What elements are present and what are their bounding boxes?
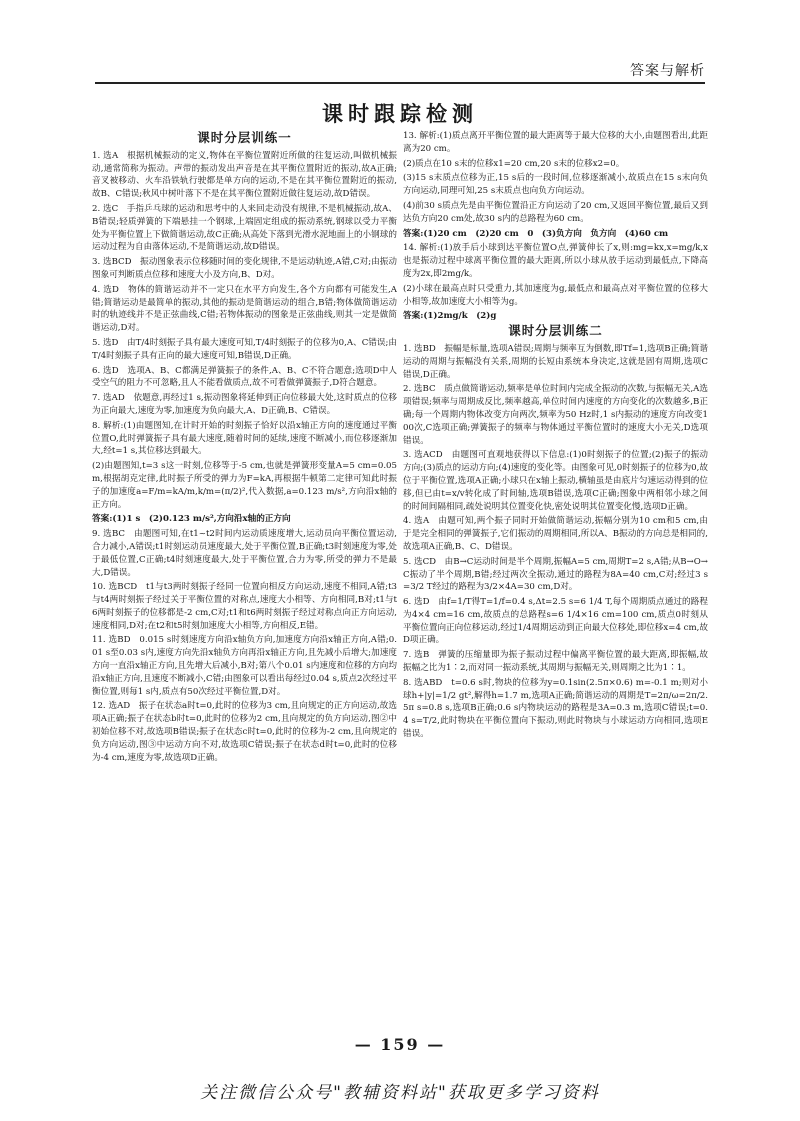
page-number: — 159 — xyxy=(354,1035,446,1054)
footer-note: 关注微信公众号"教辅资料站"获取更多学习资料 xyxy=(200,1083,600,1103)
section-title-1: 课时分层训练一 xyxy=(197,130,292,145)
answer-item: 7. 选B 弹簧的压缩量即为振子振动过程中偏离平衡位置的最大距离,即振幅,故振幅之比为1∶2,而对同一振动系统,其周期与振幅无关,则周期之比为1∶1。 xyxy=(403,650,708,674)
answer-item: 9. 选BC 由题图可知,在t1~t2时间内运动质速度增大,运动员向平衡位置运动,合力减小,A错误;t1时刻运动员速度最大,处于平衡位置,B正确;t3时刻速度为零,处于最低位置,C正确;t4时刻速度最大,处于平衡位置,合力为零,所受的弹力不是最大,D错误。 xyxy=(92,529,397,578)
answer-item: (4)前30 s质点先是由平衡位置沿正方向运动了20 cm,又返回平衡位置,最后又到达负方向20 cm处,故30 s内的总路程为60 cm。 xyxy=(403,200,708,224)
answer-item: (2)质点在10 s末的位移x1=20 cm,20 s末的位移x2=0。 xyxy=(403,158,625,169)
answer-item: 4. 选A 由题可知,两个振子同时开始做简谐运动,振幅分别为10 cm和5 cm,由于是完全相同的弹簧振子,它们振动的周期相同,所以A、B振动的方向总是相同的,故选项A正确,B、C、D错误。 xyxy=(403,516,708,552)
answer-item: 12. 选AD 振子在状态a时t=0,此时的位移为3 cm,且向规定的正方向运动,故选项A正确;振子在状态b时t=0,此时的位移为2 cm,且向规定的负方向运动,图②中初始位移不对,故选项B错误;振子在状态c时t=0,此时的位移为-2 cm,且向规定的负方向运动,图③中运动方向不对,故选项C错误;振子在状态d时t=0,此时的位移为-4 cm,速度为零,故选项D正确。 xyxy=(92,701,397,763)
answer-item: 11. 选BD 0.015 s时刻速度方向沿x轴负方向,加速度方向沿x轴正方向,A错;0.01 s至0.03 s内,速度方向先沿x轴负方向再沿x轴正方向,且先减小后增大;加速度方向一直沿x轴正方向,且先增大后减小,B对;第八个0.01 s内速度和位移的方向均沿x轴正方向,且速度不断减小,C错;由图象可以看出每经过0.04 s,质点2次经过平衡位置,则每1 s内,质点有50次经过平衡位置,D对。 xyxy=(92,635,397,697)
answer-item: 5. 选CD 由B→C运动时间是半个周期,振幅A=5 cm,周期T=2 s,A错;从B→O→C振动了半个周期,B错;经过两次全振动,通过的路程为8A=40 cm,C对;经过3 s=3/2 T经过的路程为3/2×4A=30 cm,D对。 xyxy=(403,556,708,593)
section-title-2: 课时分层训练二 xyxy=(508,323,603,339)
answer-item: 1. 选BD 振幅是标量,选项A错误;周期与频率互为倒数,即Tf=1,选项B正确;简谐运动的周期与振幅没有关系,周期的长短由系统本身决定,这就是固有周期,选项C错误,D正确。 xyxy=(403,343,708,380)
answer-item: 8. 解析:(1)由题图知,在计时开始的时刻振子恰好以沿x轴正方向的速度通过平衡位置O,此时弹簧振子具有最大速度,随着时间的延续,速度不断减小,而位移逐渐加大,经t=1 s,其位移达到最大。 xyxy=(92,420,397,457)
answer-item: 7. 选AD 依题意,再经过1 s,振动图象将延伸到正向位移最大处,这时质点的位移为正向最大,速度为零,加速度为负向最大,A、D正确,B、C错误。 xyxy=(92,393,397,416)
left-column xyxy=(92,130,397,1035)
answer-item: 1. 选A 根据机械振动的定义,物体在平衡位置附近所做的往复运动,叫做机械振动,通常简称为振动。声带的振动发出声音是在其平衡位置附近的振动,故A正确;音叉被移动、火车沿铁轨行驶都是单方向的运动,不是在其平衡位置附近的振动,故B、C错误;秋风中树叶落下不是在其平衡位置附近做往复运动,故D错误。 xyxy=(92,150,397,200)
answer-item: 6. 选D 选项A、B、C都满足弹簧振子的条件,A、B、C不符合题意;选项D中人受空气的阻力不可忽略,且人不能看做质点,故不可看做弹簧振子,D符合题意。 xyxy=(92,365,397,389)
answer-item: 2. 选C 手指乒乓球的运动和思考中的人来回走动没有规律,不是机械振动,故A、B错误;轻质弹簧的下端悬挂一个钢球,上端固定组成的振动系统,钢球以受力平衡处为平衡位置上下做简谐运动,故C正确;从高处下落到光滑水泥地面上的小钢球的运动过程为自由落体运动,不是简谐运动,故D错误。 xyxy=(92,203,397,253)
right-column xyxy=(403,130,708,1035)
header-title: 答案与解析 xyxy=(630,63,705,79)
answer-item: (2)由题图知,t=3 s这一时刻,位移等于-5 cm,也就是弹簧形变量A=5 cm=0.05 m,根据胡克定律,此时振子所受的弹力为F=kA,再根据牛顿第二定律可知此时振子的加速度a=F/m=kA/m,k/m=(π/2)²,代入数据,a=0.123 m/s²,方向沿x轴的正方向。 xyxy=(92,461,397,510)
page-header xyxy=(95,58,705,84)
answer-item: (2)小球在最高点时只受重力,其加速度为g,最低点和最高点对平衡位置的位移大小相等,故加速度大小相等为g。 xyxy=(403,283,708,307)
answer-item: 4. 选D 物体的简谐运动并不一定只在水平方向发生,各个方向都有可能发生,A错;简谐运动是最简单的振动,其他的振动是简谐运动的组合,B错;物体做简谐运动时的轨迹线并不是正弦曲线,C错;若物体振动的图象是正弦曲线,则其一定是做简谐运动,D对。 xyxy=(92,284,397,334)
answer-summary: 答案:(1)2mg/k (2)g xyxy=(403,311,497,322)
answer-item: 5. 选D 由T/4时刻振子具有最大速度可知,T/4时刻振子的位移为0,A、C错误;由T/4时刻振子具有正向的最大速度可知,B错误,D正确。 xyxy=(92,337,397,361)
answer-item: 10. 选BCD t1与t3两时刻振子经同一位置向相反方向运动,速度不相同,A错;t3与t4两时刻振子经过关于平衡位置的对称点,速度大小相等、方向相同,B对;t1与t6两时刻振子的位移都是-2 cm,C对;t1和t6两时刻振子经过对称点向正方向运动,速度相同,D对;在t2和t5时刻加速度大小相等,方向相反,E错。 xyxy=(92,582,397,631)
answer-item: 3. 选ACD 由题图可直观地获得以下信息:(1)0时刻振子的位置;(2)振子的振动方向;(3)质点的运动方向;(4)速度的变化等。由图象可见,0时刻振子的位移为0,故位于平衡位置,选项A正确;小球只在x轴上振动,横轴虽是由底片匀速运动得到的位移,但已由t=x/v转化成了时间轴,选项B错误,选项C正确;图象中两相邻小球之间的时间间隔相同,疏处说明其位置变化快,密处说明其位置变化慢,选项D正确。 xyxy=(403,450,708,512)
answer-item: 2. 选BC 质点做简谐运动,频率是单位时间内完成全振动的次数,与振幅无关,A选项错误;频率与周期成反比,频率越高,单位时间内速度的方向变化的次数越多,B正确;每一个周期内物体改变方向两次,频率为50 Hz时,1 s内振动的速度方向改变100次,C选项正确;弹簧振子的频率与物体通过平衡位置时的速度大小无关,D选项错误。 xyxy=(403,384,708,446)
page-title: 课时跟踪检测 xyxy=(322,102,478,126)
answer-item: (3)15 s末质点位移为正,15 s后的一段时间,位移逐渐减小,故质点在15 s末向负方向运动,同理可知,25 s末质点也向负方向运动。 xyxy=(403,173,708,197)
answer-summary: 答案:(1)20 cm (2)20 cm 0 (3)负方向 负方向 (4)60 cm xyxy=(403,228,669,239)
answer-item: 14. 解析:(1)放手后小球到达平衡位置O点,弹簧伸长了x,则:mg=kx,x=mg/k,x也是振动过程中球离平衡位置的最大距离,所以小球从放手运动到最低点,下降高度为2x,即2mg/k。 xyxy=(403,243,708,279)
answer-item: 6. 选D 由f=1/T得T=1/f=0.4 s,Δt=2.5 s=6 1/4 T,每个周期质点通过的路程为4×4 cm=16 cm,故质点的总路程s=6 1/4×16 cm=100 cm,质点0时刻从平衡位置向正向位移运动,经过1/4周期运动到正向最大位移处,即位移x=4 cm,故D项正确。 xyxy=(403,597,708,646)
answer-summary: 答案:(1)1 s (2)0.123 m/s²,方向沿x轴的正方向 xyxy=(92,514,291,525)
answer-item: 13. 解析:(1)质点离开平衡位置的最大距离等于最大位移的大小,由题图看出,此距离为20 cm。 xyxy=(403,131,708,154)
answer-item: 8. 选ABD t=0.6 s时,物块的位移为y=0.1sin(2.5π×0.6) m=-0.1 m;则对小球h+|y|=1/2 gt²,解得h=1.7 m,选项A正确;简谐运动的周期是T=2π/ω=2π/2.5π s=0.8 s,选项B正确;0.6 s内物块运动的路程是3A=0.3 m,选项C错误;t=0.4 s=T/2,此时物块在平衡位置向下振动,则此时物块与小球运动方向相同,选项E错误。 xyxy=(403,677,708,740)
answer-item: 3. 选BCD 振动图象表示位移随时间的变化规律,不是运动轨迹,A错,C对;由振动图象可判断质点位移和速度大小及方向,B、D对。 xyxy=(92,257,397,280)
